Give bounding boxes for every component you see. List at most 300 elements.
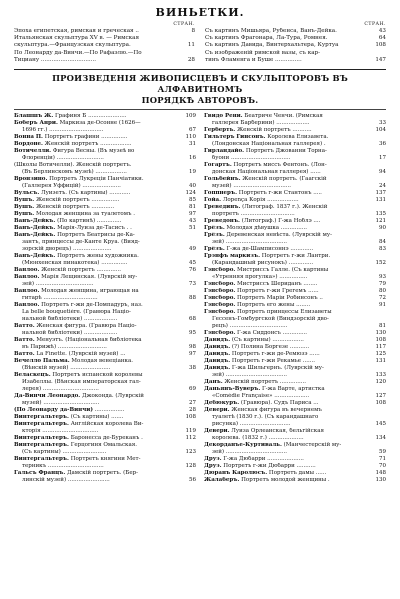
index-entry-text: Грёзъ. Деревенская невѣста. (Луврскій му- — [204, 232, 332, 239]
index-entry-text: Грёзъ. Молодая дѣвушка ............... — [204, 225, 308, 232]
vignette-entry-text: Съ картинъ Давида, Винтерхальтера, Куртуа — [205, 42, 339, 49]
index-entry-author: Винтергальтеръ. — [14, 421, 69, 428]
index-entry-text: Гирландайо. Портретъ Джованни Торна- — [204, 148, 327, 155]
index-entry-page: 124 — [185, 190, 196, 197]
index-entry-text: Боберъ Анри. Маркиза де-Осонне (1626— — [14, 120, 141, 127]
index-entry-page — [384, 204, 386, 211]
index-entry-text: галлерея Барберини) ................... — [212, 120, 310, 127]
index-entry — [204, 253, 386, 260]
index-entry-author: Винтергальтеръ. — [14, 435, 69, 442]
index-entry-author: Винтергальтеръ. — [14, 442, 69, 449]
index-entry-author: Веласкецъ. — [14, 372, 51, 379]
index-entry — [204, 260, 386, 267]
index-entry-page: 130 — [375, 330, 386, 337]
index-entry — [14, 260, 196, 267]
index-entry-page: 28 — [189, 407, 196, 414]
vignette-entry-page: 11 — [187, 42, 195, 49]
page-column-label: СТРАН. — [173, 22, 195, 27]
index-entry — [14, 414, 196, 421]
index-entry-page: 43 — [189, 218, 196, 225]
index-entry-page: 81 — [189, 204, 196, 211]
index-entry — [14, 232, 196, 239]
index-entry-author: Ванлоо. — [14, 267, 40, 274]
index-entry — [204, 379, 386, 386]
index-entry-text: Давидъ. Портретъ г-жи Рекамье ....... — [204, 358, 316, 365]
index-entry — [14, 267, 196, 274]
index-entry-text: Вронзино. Портретъ Лукреціи Панчіатики. — [14, 176, 144, 183]
index-entry-author: Гирландайо. — [204, 148, 245, 155]
index-entry — [14, 323, 196, 330]
index-entry-text: Вульсъ. Луизетъ. (Съ картины) ............ — [14, 190, 131, 197]
index-entry-page — [384, 176, 386, 183]
index-entry — [204, 309, 386, 316]
index-entry-page: 145 — [375, 421, 386, 428]
index-entry — [14, 470, 196, 477]
index-entry-page — [194, 274, 196, 281]
index-entry-author: Давидъ. — [204, 358, 231, 365]
index-entry-page: 120 — [375, 379, 386, 386]
index-entry-author: Грёзъ. — [204, 232, 225, 239]
index-entry-page — [194, 309, 196, 316]
index-entry — [204, 218, 386, 225]
index-entry-text: Гэнсборо. Портретъ г-жи Грегемъ ...... — [204, 288, 319, 295]
index-entry-page — [384, 253, 386, 260]
index-entry — [204, 141, 386, 148]
index-entry-page: 24 — [379, 183, 386, 190]
index-entry-page: 133 — [375, 372, 386, 379]
index-entry-text: музей) ................................. — [212, 183, 292, 190]
index-entry-page: 17 — [379, 155, 386, 162]
index-entry-page — [194, 253, 196, 260]
index-entry-text: нальной библіотеки) ................... — [22, 316, 118, 323]
index-entry-text: Девери. Женская фигура въ вечернемъ — [204, 407, 322, 414]
index-entry-text: Гэнсборо. Портретъ его жены ........ — [204, 302, 311, 309]
index-entry-author: Винтергальтеръ. — [14, 456, 69, 463]
index-entry — [14, 421, 196, 428]
index-entry-page — [384, 428, 386, 435]
index-entry-page: 130 — [375, 477, 386, 484]
index-entry-text: Гвидо Рени. Беатриче Ченчи. (Римская — [204, 113, 323, 120]
index-entry-text: кторія ................................ — [22, 428, 99, 435]
index-entry-text: рецъ) ................................. — [212, 323, 288, 330]
index-entry-text: Ванъ-Дейкъ. (По картинѣ) .............. — [14, 218, 122, 225]
vignette-entry — [205, 57, 386, 64]
section-title-line-2: ПОРЯДКѢ АВТОРОВЪ. — [141, 95, 259, 106]
index-entry — [204, 183, 386, 190]
vignette-entry-text: Съ картинъ Мишьяра, Рубенса, Ванъ-Дейка. — [205, 28, 337, 34]
index-entry — [14, 176, 196, 183]
index-entry-author: Гогартъ. — [204, 162, 232, 169]
index-entry-text: Друэ. Г-жа Дюбарри ..................... — [204, 456, 304, 463]
index-entry-page — [194, 302, 196, 309]
index-entry-author: Дебюкуръ. — [204, 400, 240, 407]
index-entry — [14, 148, 196, 155]
index-entry — [204, 456, 386, 463]
index-entry-author: Ванъ-Дейкъ. — [14, 225, 56, 232]
index-entry-page — [384, 134, 386, 141]
vignette-entry — [205, 42, 386, 49]
index-entry-text: Гэнсборо. Портретъ принцессы Елизаветы — [204, 309, 332, 316]
index-entry-author: Декорданъе-Куртиваль. — [204, 442, 282, 449]
index-entry-text: донская Національная галлерея) ...... — [212, 169, 321, 176]
index-entry-author: Гольбейнъ. — [204, 176, 241, 183]
index-entry-page: 81 — [379, 323, 386, 330]
index-entry — [14, 386, 196, 393]
index-entry — [14, 288, 196, 295]
index-entry-page: 51 — [189, 225, 196, 232]
index-entry-page: 104 — [375, 127, 386, 134]
index-entry-text: зантъ, принцессы де-Канте Круа. (Вияд- — [22, 239, 140, 246]
index-entry — [14, 365, 196, 372]
vignettes-title: ВИНЬЕТКИ. — [155, 6, 245, 19]
index-entry — [14, 400, 196, 407]
index-entry-text: Да-Винчи Леонардо. Джоконда. (Луврскій — [14, 393, 144, 400]
index-entry-page: 137 — [375, 190, 386, 197]
index-entry-text: (Карандашный рисунокъ) .............. — [212, 260, 314, 267]
index-entry-author: Гэнсборо. — [204, 302, 236, 309]
index-entry-text: Винтергальтеръ. Герцогиня Омальская. — [14, 442, 137, 449]
index-entry — [204, 232, 386, 239]
index-entry-page — [384, 267, 386, 274]
index-entry — [14, 358, 196, 365]
section-divider-thin — [14, 109, 386, 110]
index-entry — [204, 190, 386, 197]
index-entry-text: зей) ................................... — [212, 372, 288, 379]
index-entry-page — [384, 365, 386, 372]
vignette-entry — [205, 28, 386, 35]
index-entry-author: Дюранъ Каролюсъ. — [204, 470, 268, 477]
index-entry-author: Ванлоо. — [14, 302, 40, 309]
index-entry — [204, 204, 386, 211]
vignette-entry-page: 28 — [187, 56, 195, 63]
index-entry-page: 119 — [185, 428, 196, 435]
index-entry — [204, 239, 386, 246]
index-entry-page: 40 — [189, 183, 196, 190]
index-entry — [204, 134, 386, 141]
vignette-entry-text: скульптура.—Французская скульптура. — [14, 42, 131, 49]
index-entry-text: Веласкецъ. Портретъ испанской королевы — [14, 372, 143, 379]
index-entry-page — [384, 407, 386, 414]
index-entry-page — [384, 148, 386, 155]
index-entry-page — [384, 414, 386, 421]
index-entry-text: Данъ. Женскій портретъ ............... — [204, 379, 306, 386]
page-column-label: СТРАН. — [364, 22, 386, 27]
vignette-entry — [14, 42, 195, 49]
index-left-column — [14, 113, 196, 484]
index-entry-page — [384, 113, 386, 120]
vignette-entry — [14, 50, 195, 57]
index-entry-text: Ванлоо. Марія Лещинская. (Луврскій му- — [14, 274, 138, 281]
index-entry — [204, 323, 386, 330]
index-entry — [14, 183, 196, 190]
index-entry — [14, 477, 196, 484]
vignette-entry — [14, 28, 195, 35]
index-entry-page — [194, 337, 196, 344]
index-entry-page: 85 — [189, 197, 196, 204]
index-entry-page — [194, 323, 196, 330]
index-entry-page: 19 — [189, 169, 196, 176]
index-entry-author: Гоппнеръ. — [204, 190, 238, 197]
index-entry-page — [384, 386, 386, 393]
index-entry-page: 73 — [189, 281, 196, 288]
index-entry — [204, 169, 386, 176]
index-entry-text: въ Парижѣ) ............................ — [22, 344, 107, 351]
index-entry-page: 88 — [189, 295, 196, 302]
index-entry — [14, 435, 196, 442]
index-entry-author: Друэ. — [204, 456, 222, 463]
vignettes-right-column — [205, 22, 386, 64]
index-entry-page: 131 — [375, 358, 386, 365]
index-entry — [204, 344, 386, 351]
index-entry-page: 76 — [189, 267, 196, 274]
index-entry-author: Гэнсборо. — [204, 267, 236, 274]
index-entry — [14, 295, 196, 302]
index-entry-page: 59 — [379, 449, 386, 456]
index-entry-text: Вонна П. Портретъ графини ............... — [14, 134, 128, 141]
index-entry-text: Гоппнеръ. Портретъ г-жи Стантонъ ..... — [204, 190, 322, 197]
index-entry-author: Девери. — [204, 407, 230, 414]
index-entry-text: Жалаберъ. Портретъ молодой женщины . — [204, 477, 330, 484]
index-entry — [204, 386, 386, 393]
index-entry-page: 108 — [185, 414, 196, 421]
index-entry-page — [384, 442, 386, 449]
index-entry — [14, 379, 196, 386]
index-entry-author: Вушъ. — [14, 197, 35, 204]
index-entry-page: 33 — [379, 120, 386, 127]
index-entry — [204, 414, 386, 421]
index-entry-text: Девери. Луиза Орлеанская, бельгійская — [204, 428, 324, 435]
index-entry — [204, 302, 386, 309]
index-entry-text: Вечелло Пальма. Молодая венеціанка. — [14, 358, 133, 365]
index-entry-author: Гэнсборо. — [204, 330, 236, 337]
vignette-entry-text: По Леонарду да-Винчи.—По Рафаэлю.—По — [14, 49, 142, 56]
index-entry-author: Друэ. — [204, 463, 222, 470]
index-entry-page: 38 — [189, 365, 196, 372]
index-entry-text: La belle bouquetière. (Гравюра Націо- — [22, 309, 131, 316]
index-entry-author: Ванъ-Дейкъ. — [14, 253, 56, 260]
index-entry-page: 27 — [189, 400, 196, 407]
index-entry-text: терникъ ................................ — [22, 463, 104, 470]
index-entry — [14, 330, 196, 337]
index-entry-text: королева. (1832 г.) .................... — [212, 435, 304, 442]
index-entry-text: Гильтеръ Гинсонъ. Королева Елизавета. — [204, 134, 329, 141]
index-entry — [204, 358, 386, 365]
index-entry — [14, 463, 196, 470]
index-entry-author: Жалаберъ. — [204, 477, 240, 484]
index-entry-text: Ванъ-Дейкъ. Марія-Луиза де-Тасисъ . . — [14, 225, 132, 232]
index-columns — [14, 113, 386, 484]
index-entry-author: Ватто. — [14, 337, 35, 344]
index-entry-author: Боберъ Анри. — [14, 120, 58, 127]
index-entry — [204, 274, 386, 281]
index-entry-page: 148 — [375, 470, 386, 477]
index-entry-author: Блашшъ Ж. — [14, 113, 54, 120]
index-entry-text: зорскій дворецъ) ...................... — [22, 246, 112, 253]
index-entry-text: буони .................................. — [212, 155, 291, 162]
index-entry-author: Гэнсборо. — [204, 295, 236, 302]
index-entry-text: Блашшъ Ж. Графиня Б ...................... — [14, 113, 127, 120]
section-title — [14, 70, 386, 106]
index-entry-page — [194, 176, 196, 183]
vignette-entry-page: 147 — [375, 56, 386, 63]
index-entry — [14, 190, 196, 197]
index-entry-author: Ватто. — [14, 351, 35, 358]
index-entry — [204, 428, 386, 435]
vignette-entry-text: Тициану ............................... — [14, 56, 97, 63]
index-entry-text: Ватто. Менуэтъ. (Національная библіотека — [14, 337, 142, 344]
vignette-entry-text: Съ картинъ Фрагонара, Ла-Тура, Ромнея. — [205, 35, 328, 42]
index-entry-author: Грэнфъ маркизъ. — [204, 253, 260, 260]
vignette-entry — [14, 57, 195, 64]
index-entry-page: 109 — [185, 113, 196, 120]
index-entry-text: Ватто. La Finette. (Луврскій музей) ... — [14, 351, 126, 358]
vignette-entry-page: 108 — [375, 42, 386, 49]
index-entry-text: (Въ Берлинскомъ музеѣ) .................. — [22, 169, 127, 176]
index-entry — [14, 197, 196, 204]
index-entry-text: (Вѣнскій музей) ....................... — [22, 365, 111, 372]
index-entry-text: Ватто. Женская фигура. (Гравюра Націо- — [14, 323, 137, 330]
index-entry-author: Давидъ. — [204, 344, 231, 351]
index-entry-page: 93 — [379, 274, 386, 281]
index-entry — [204, 120, 386, 127]
index-entry-author: Вульсъ. — [14, 190, 40, 197]
index-entry-text: «Comédie Française» .................... — [212, 393, 310, 400]
index-entry-text: (Съ картины) ......................... — [22, 449, 107, 456]
index-entry-text: Гревединъ. (Литограф. 1837 г.). Женскій — [204, 204, 328, 211]
index-entry-text: «Утренняя прогулка») ................ — [212, 274, 308, 281]
index-entry-text: Гэнсборо. Портретъ Маріи Робинсонъ .. — [204, 295, 323, 302]
index-entry-text: Даньянъ-Вуверъ. Г-жа Варте, артистка — [204, 386, 325, 393]
index-entry-author: Герберть. — [204, 127, 236, 134]
vignette-entry-page — [384, 50, 386, 57]
index-entry-page: 125 — [375, 351, 386, 358]
index-entry-page: 45 — [189, 260, 196, 267]
index-entry — [14, 239, 196, 246]
index-entry-page — [194, 358, 196, 365]
index-entry-text: Винтергальтеръ. (Съ картины) ....... — [14, 414, 124, 421]
index-entry-page — [194, 288, 196, 295]
index-entry — [14, 274, 196, 281]
index-entry — [204, 470, 386, 477]
index-entry — [14, 281, 196, 288]
index-entry-page: 97 — [189, 351, 196, 358]
index-entry-page: 127 — [375, 393, 386, 400]
index-entry-page: 135 — [375, 211, 386, 218]
index-entry-author: Давидъ. — [204, 365, 231, 372]
index-entry-page: 84 — [379, 239, 386, 246]
index-entry-page: 110 — [185, 134, 196, 141]
vignette-entry-page — [193, 50, 195, 57]
index-entry-author: Ванлоо. — [14, 274, 40, 281]
vignette-entry-text: Эпоха египетская, римская и греческая .. — [14, 28, 139, 34]
vignette-entry-page — [193, 35, 195, 42]
index-entry-text: Декорданъе-Куртиваль. (Манчестерскій му- — [204, 442, 342, 449]
index-entry-author: Ванъ-Дейкъ. — [14, 218, 56, 225]
index-entry-page: 121 — [375, 218, 386, 225]
index-entry-text: Вушъ. Молодая женщина за туалетомъ . — [14, 211, 136, 218]
index-entry-text: (Лондонская Національная галлерея) . — [212, 141, 326, 148]
index-entry-text: лерея) ................................ — [22, 386, 99, 393]
index-entry-page — [194, 379, 196, 386]
index-entry-author: Давидъ. — [204, 337, 231, 344]
index-entry-page — [194, 393, 196, 400]
index-entry-page: 108 — [375, 337, 386, 344]
vignette-entry — [205, 50, 386, 57]
index-entry — [14, 246, 196, 253]
index-entry — [14, 351, 196, 358]
index-entry-page: 123 — [185, 449, 196, 456]
index-entry — [204, 162, 386, 169]
index-entry — [204, 435, 386, 442]
index-entry-page: 97 — [189, 211, 196, 218]
index-entry-page: 91 — [379, 302, 386, 309]
index-entry — [204, 288, 386, 295]
index-entry-page: 79 — [379, 281, 386, 288]
index-entry — [14, 141, 196, 148]
index-entry-text: Винтергальтеръ. Баронесса де-Буреканъ . — [14, 435, 143, 442]
index-entry-page: 152 — [375, 260, 386, 267]
index-entry-text: Вордоне. Женскій портретъ .................. — [14, 141, 132, 148]
index-entry-page — [194, 442, 196, 449]
index-entry — [14, 456, 196, 463]
vignette-entry-page: 43 — [378, 28, 386, 34]
index-entry — [204, 281, 386, 288]
vignettes-columns — [14, 22, 386, 64]
index-entry — [14, 428, 196, 435]
index-entry-author: (По Леонарду да-Винчи) — [14, 407, 93, 414]
index-entry — [204, 176, 386, 183]
index-entry-text: Гольбейнъ. Женскій портретъ. (Гаагскій — [204, 176, 327, 183]
index-entry-author: Вронзино. — [14, 176, 48, 183]
index-entry-page: 16 — [189, 155, 196, 162]
index-entry — [14, 442, 196, 449]
index-entry-page — [384, 232, 386, 239]
index-entry — [14, 337, 196, 344]
index-entry-author: Да-Винчи Леонардо. — [14, 393, 81, 400]
index-entry-text: Вушъ. Женскій портретъ ................ — [14, 197, 120, 204]
section-title-line-1: ПРОИЗВЕДЕНІЯ ЖИВОПИСЦЕВЪ И СКУЛЬПТОРОВЪ ВЪ АЛФАВИТНОМЪ — [52, 73, 348, 95]
index-entry-author: Гревединъ. — [204, 204, 241, 211]
index-entry — [204, 351, 386, 358]
index-entry-author: Данъ. — [204, 379, 223, 386]
index-entry — [14, 449, 196, 456]
index-entry-text: Винтергальтеръ. Англійская королева Ви- — [14, 421, 144, 428]
index-entry-text: рисунка) ............................. — [212, 421, 291, 428]
index-entry-author: Гойа. — [204, 197, 222, 204]
vignette-entry — [14, 35, 195, 42]
index-entry-text: Дюранъ Каролюсъ. Портретъ дамы ...... — [204, 470, 327, 477]
index-entry-text: Ванъ-Дейкъ. Портретъ жены художника. — [14, 253, 139, 260]
index-entry-text: Флоренціи) ........................... — [22, 155, 104, 162]
index-entry — [204, 365, 386, 372]
vignette-entry-text: Съ изображеній римской вазы, съ кар- — [205, 49, 321, 56]
index-entry-author: Вонна П. — [14, 134, 43, 141]
index-entry — [14, 134, 196, 141]
index-entry — [204, 113, 386, 120]
index-entry-text: Ванлоо. Портретъ г-жи де-Помпадуръ, наз. — [14, 302, 143, 309]
index-entry-text: зей) ................................... — [212, 239, 288, 246]
index-entry-author: Вечелло Пальма. — [14, 358, 70, 365]
index-entry — [204, 127, 386, 134]
index-entry — [14, 407, 196, 414]
index-entry — [204, 267, 386, 274]
index-entry-text: (Мюнхенская пинакотека) ............... — [22, 260, 128, 267]
index-entry — [204, 421, 386, 428]
index-entry-page: 95 — [189, 330, 196, 337]
index-entry — [14, 113, 196, 120]
index-entry-text: 1696 гг.) ............................... — [22, 127, 104, 134]
index-entry — [14, 372, 196, 379]
